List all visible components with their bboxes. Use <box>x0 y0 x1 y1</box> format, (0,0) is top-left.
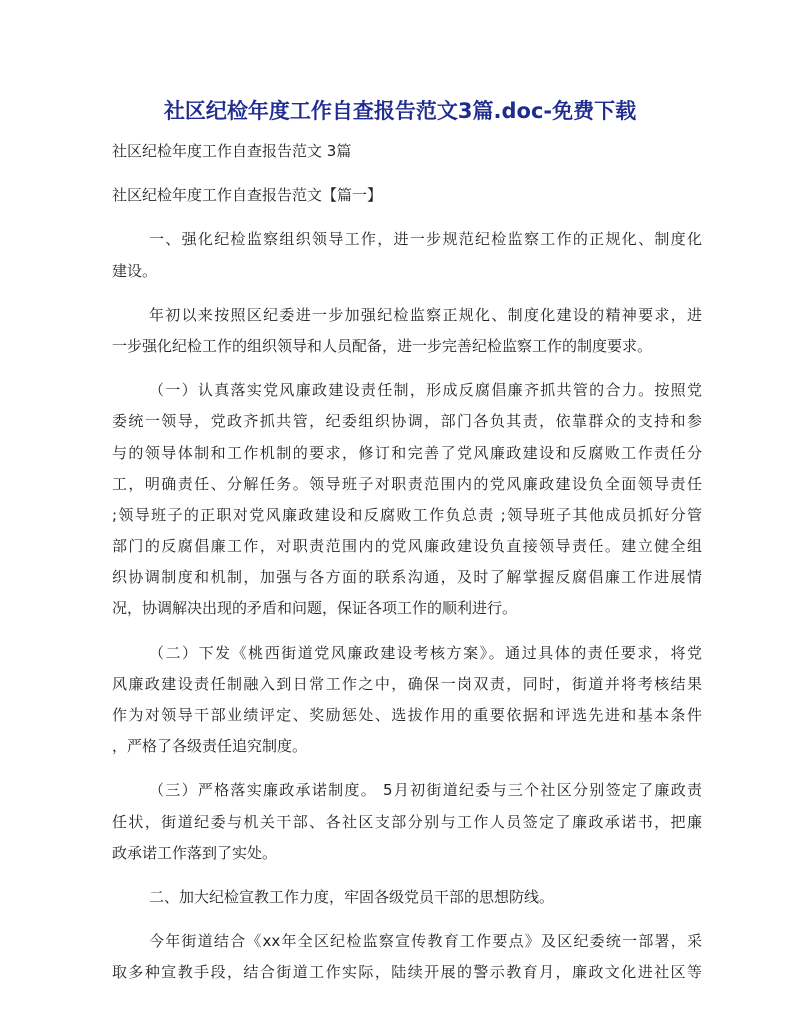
paragraph-line: 风廉政建设责任制融入到日常工作之中，确保一岗双责，同时，街道并将考核结果 <box>112 674 702 693</box>
paragraph-line: 今年街道结合《xx年全区纪检监察宣传教育工作要点》及区纪委统一部署，采 <box>149 932 702 951</box>
paragraph-line: （三）严格落实廉政承诺制度。 5月初街道纪委与三个社区分别签定了廉政责 <box>149 781 702 800</box>
document-subtitle: 社区纪检年度工作自查报告范文 3篇 <box>112 142 352 160</box>
paragraph-line: 工，明确责任、分解任务。领导班子对职责范围内的党风廉政建设负全面领导责任 <box>112 474 702 493</box>
paragraph <box>112 300 702 362</box>
document-body <box>112 136 702 989</box>
paragraph <box>112 882 702 913</box>
paragraph-line: 部门的反腐倡廉工作，对职责范围内的党风廉政建设负直接领导责任。建立健全组 <box>112 537 702 556</box>
paragraph-line: （二）下发《桃西街道党风廉政建设考核方案》。通过具体的责任要求，将党 <box>149 643 702 662</box>
paragraph-line: 二、加大纪检宣教工作力度，牢固各级党员干部的思想防线。 <box>149 887 555 906</box>
paragraph-line: 一步强化纪检工作的组织领导和人员配备，进一步完善纪检监察工作的制度要求。 <box>112 336 653 355</box>
paragraph-line: 政承诺工作落到了实处。 <box>112 843 278 862</box>
paragraph <box>112 926 702 988</box>
paragraph <box>112 775 702 869</box>
paragraph-line: 一、强化纪检监察组织领导工作，进一步规范纪检监察工作的正规化、制度化 <box>149 230 702 249</box>
document-title: 社区纪检年度工作自查报告范文3篇.doc-免费下载 <box>163 99 637 123</box>
paragraph-line: 取多种宣教手段，结合街道工作实际，陆续开展的警示教育月，廉政文化进社区等 <box>112 963 702 982</box>
paragraph <box>112 375 702 625</box>
paragraph-line: 况，协调解决出现的矛盾和问题，保证各项工作的顺利进行。 <box>112 599 518 618</box>
paragraph-line: 作为对领导干部业绩评定、奖励惩处、选拔作用的重要依据和评选先进和基本条件 <box>112 706 702 724</box>
paragraph-line: 织协调制度和机制，加强与各方面的联系沟通，及时了解掌握反腐倡廉工作进展情 <box>112 568 702 587</box>
paragraph-line: （一）认真落实党风廉政建设责任制，形成反腐倡廉齐抓共管的合力。按照党 <box>149 381 702 400</box>
paragraph-line: ，严格了各级责任追究制度。 <box>112 737 308 756</box>
paragraph <box>112 224 702 286</box>
paragraph <box>112 638 702 763</box>
paragraph-line: 年初以来按照区纪委进一步加强纪检监察正规化、制度化建设的精神要求，进 <box>149 305 702 324</box>
paragraph-line: 委统一领导，党政齐抓共管，纪委组织协调，部门各负其责，依靠群众的支持和参 <box>112 412 702 431</box>
paragraph-line: ;领导班子的正职对党风廉政建设和反腐败工作负总责 ;领导班子其他成员抓好分管 <box>112 505 702 524</box>
paragraph-line: 建设。 <box>112 261 158 280</box>
paragraph-line: 与的领导体制和工作机制的要求，修订和完善了党风廉政建设和反腐败工作责任分 <box>112 443 702 462</box>
section-heading: 社区纪检年度工作自查报告范文【篇一】 <box>112 186 383 205</box>
paragraph-line: 任状，街道纪委与机关干部、各社区支部分别与工作人员签定了廉政承诺书，把廉 <box>112 812 702 831</box>
